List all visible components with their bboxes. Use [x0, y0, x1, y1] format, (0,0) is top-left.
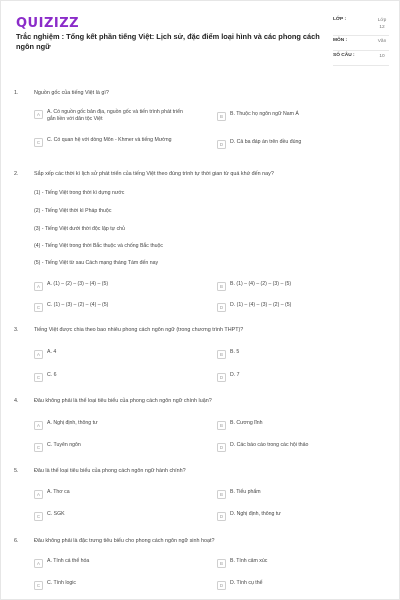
option-letter-box: B: [217, 112, 226, 121]
option-b[interactable]: [217, 281, 291, 291]
question-number: 1.: [14, 90, 19, 96]
option-letter-box: A: [34, 350, 43, 359]
option-letter-box: B: [217, 282, 226, 291]
option-b[interactable]: [217, 420, 263, 430]
question-text: Đâu không phải là thể loại tiêu biểu của phong cách ngôn ngữ chính luận?: [34, 398, 212, 404]
option-a[interactable]: [34, 489, 70, 499]
option-d[interactable]: [217, 139, 367, 149]
option-letter-box: C: [34, 303, 43, 312]
option-b[interactable]: [217, 111, 367, 121]
option-c[interactable]: [34, 372, 57, 382]
option-d[interactable]: [217, 442, 308, 452]
option-text: C. Tính logic: [47, 580, 77, 586]
option-b[interactable]: [217, 558, 267, 568]
option-letter-box: C: [34, 581, 43, 590]
option-d[interactable]: [217, 372, 240, 382]
question-text: Nguồn gốc của tiếng Việt là gì?: [34, 90, 109, 96]
option-letter-box: D: [217, 581, 226, 590]
option-c[interactable]: [34, 442, 81, 452]
meta-value: Lớp 12: [377, 18, 387, 30]
option-letter-box: B: [217, 490, 226, 499]
option-text: A. Có nguồn gốc bản địa, nguồn gốc và tiến trình phát triển gắn liền với dân tộc Việt: [47, 109, 183, 122]
option-letter-box: B: [217, 350, 226, 359]
meta-label: SỐ CÂU :: [333, 53, 355, 58]
meta-value: 10: [379, 54, 385, 59]
question-text: Đâu là thể loại tiêu biểu của phong cách ngôn ngữ hành chính?: [34, 468, 186, 474]
option-text: D. 7: [230, 372, 240, 378]
option-letter-box: B: [217, 559, 226, 568]
option-text: A. Tính cá thể hóa: [47, 558, 90, 564]
question-text: Tiếng Việt được chia theo bao nhiêu phong cách ngôn ngữ (trong chương trình THPT)?: [34, 327, 244, 333]
option-a[interactable]: [34, 349, 56, 359]
option-c[interactable]: [34, 302, 108, 312]
option-letter-box: C: [34, 512, 43, 521]
sequence-line: (2) - Tiếng Việt thời kì Pháp thuộc: [34, 208, 112, 214]
option-text: D. (1) – (4) – (3) – (2) – (5): [230, 302, 292, 308]
option-text: C. (1) – (3) – (2) – (4) – (5): [47, 302, 109, 308]
option-text: D. Các báo cáo trong các hội thảo: [230, 442, 309, 448]
option-b[interactable]: [217, 349, 239, 359]
option-text: D. Nghị định, thông tư: [230, 511, 281, 517]
option-text: A. Thơ ca: [47, 489, 70, 495]
option-text: B. (1) – (4) – (2) – (3) – (5): [230, 281, 292, 287]
sequence-line: (5) - Tiếng Việt từ sau Cách mạng tháng Tám đến nay: [34, 260, 159, 266]
option-text: B. Thuộc họ ngôn ngữ Nam Á: [230, 111, 299, 117]
option-letter-box: D: [217, 512, 226, 521]
option-text: B. Cương lĩnh: [230, 420, 263, 426]
question-number: 4.: [14, 398, 19, 404]
meta-box: [333, 15, 389, 66]
meta-label: MÔN :: [333, 38, 348, 43]
question-number: 5.: [14, 468, 19, 474]
quizizz-logo: QUIZIZZ: [16, 16, 80, 31]
option-letter-box: C: [34, 443, 43, 452]
option-c[interactable]: [34, 137, 184, 147]
question-text: Đâu không phải là đặc trưng tiêu biểu cho phong cách ngôn ngữ sinh hoạt?: [34, 538, 215, 544]
worksheet-title: Trắc nghiệm : Tổng kết phần tiếng Việt: Lịch sử, đặc điểm loại hình và các phong cách ngôn ngữ: [16, 32, 320, 51]
option-c[interactable]: [34, 580, 76, 590]
option-letter-box: D: [217, 373, 226, 382]
question-number: 2.: [14, 171, 19, 177]
option-a[interactable]: [34, 420, 97, 430]
option-letter-box: D: [217, 303, 226, 312]
option-letter-box: A: [34, 282, 43, 291]
option-text: D. Cả ba đáp án trên đều đúng: [230, 139, 302, 145]
option-c[interactable]: [34, 511, 65, 521]
question-number: 6.: [14, 538, 19, 544]
meta-row-count: [333, 51, 389, 66]
option-text: C. Có quan hệ với dòng Môn - Khmer và tiếng Mường: [47, 137, 172, 143]
option-text: B. Tiểu phẩm: [230, 489, 261, 495]
question-number: 3.: [14, 327, 19, 333]
sequence-line: (4) - Tiếng Việt trong thời Bắc thuộc và chống Bắc thuộc: [34, 243, 164, 249]
sequence-line: (1) - Tiếng Việt trong thời kì dựng nước: [34, 190, 125, 196]
meta-row-subject: [333, 36, 389, 51]
option-b[interactable]: [217, 489, 261, 499]
option-letter-box: D: [217, 443, 226, 452]
option-text: C. SGK: [47, 511, 65, 517]
question-text: Sắp xếp các thời kì lịch sử phát triển của tiếng Việt theo đúng trình tự thời gian từ quá khứ đến nay?: [34, 171, 274, 177]
meta-label: LỚP :: [333, 17, 347, 22]
meta-row-class: [333, 15, 389, 36]
option-a[interactable]: [34, 109, 184, 123]
option-letter-box: C: [34, 373, 43, 382]
option-text: D. Tính cụ thể: [230, 580, 263, 586]
option-letter-box: C: [34, 138, 43, 147]
option-text: B. Tính cảm xúc: [230, 558, 268, 564]
sequence-line: (3) - Tiếng Việt dưới thời độc lập tự chủ: [34, 226, 125, 232]
option-d[interactable]: [217, 302, 291, 312]
option-text: A. 4: [47, 349, 57, 355]
option-letter-box: A: [34, 110, 43, 119]
option-letter-box: A: [34, 559, 43, 568]
option-text: C. 6: [47, 372, 57, 378]
meta-value: Văn: [377, 39, 387, 44]
option-letter-box: B: [217, 421, 226, 430]
option-text: A. (1) – (2) – (3) – (4) – (5): [47, 281, 109, 287]
option-text: C. Tuyên ngôn: [47, 442, 81, 448]
option-a[interactable]: [34, 281, 108, 291]
option-text: B. 5: [230, 349, 240, 355]
option-letter-box: A: [34, 421, 43, 430]
option-d[interactable]: [217, 580, 263, 590]
option-letter-box: A: [34, 490, 43, 499]
option-text: A. Nghị định, thông tư: [47, 420, 98, 426]
option-d[interactable]: [217, 511, 281, 521]
option-a[interactable]: [34, 558, 89, 568]
option-letter-box: D: [217, 140, 226, 149]
